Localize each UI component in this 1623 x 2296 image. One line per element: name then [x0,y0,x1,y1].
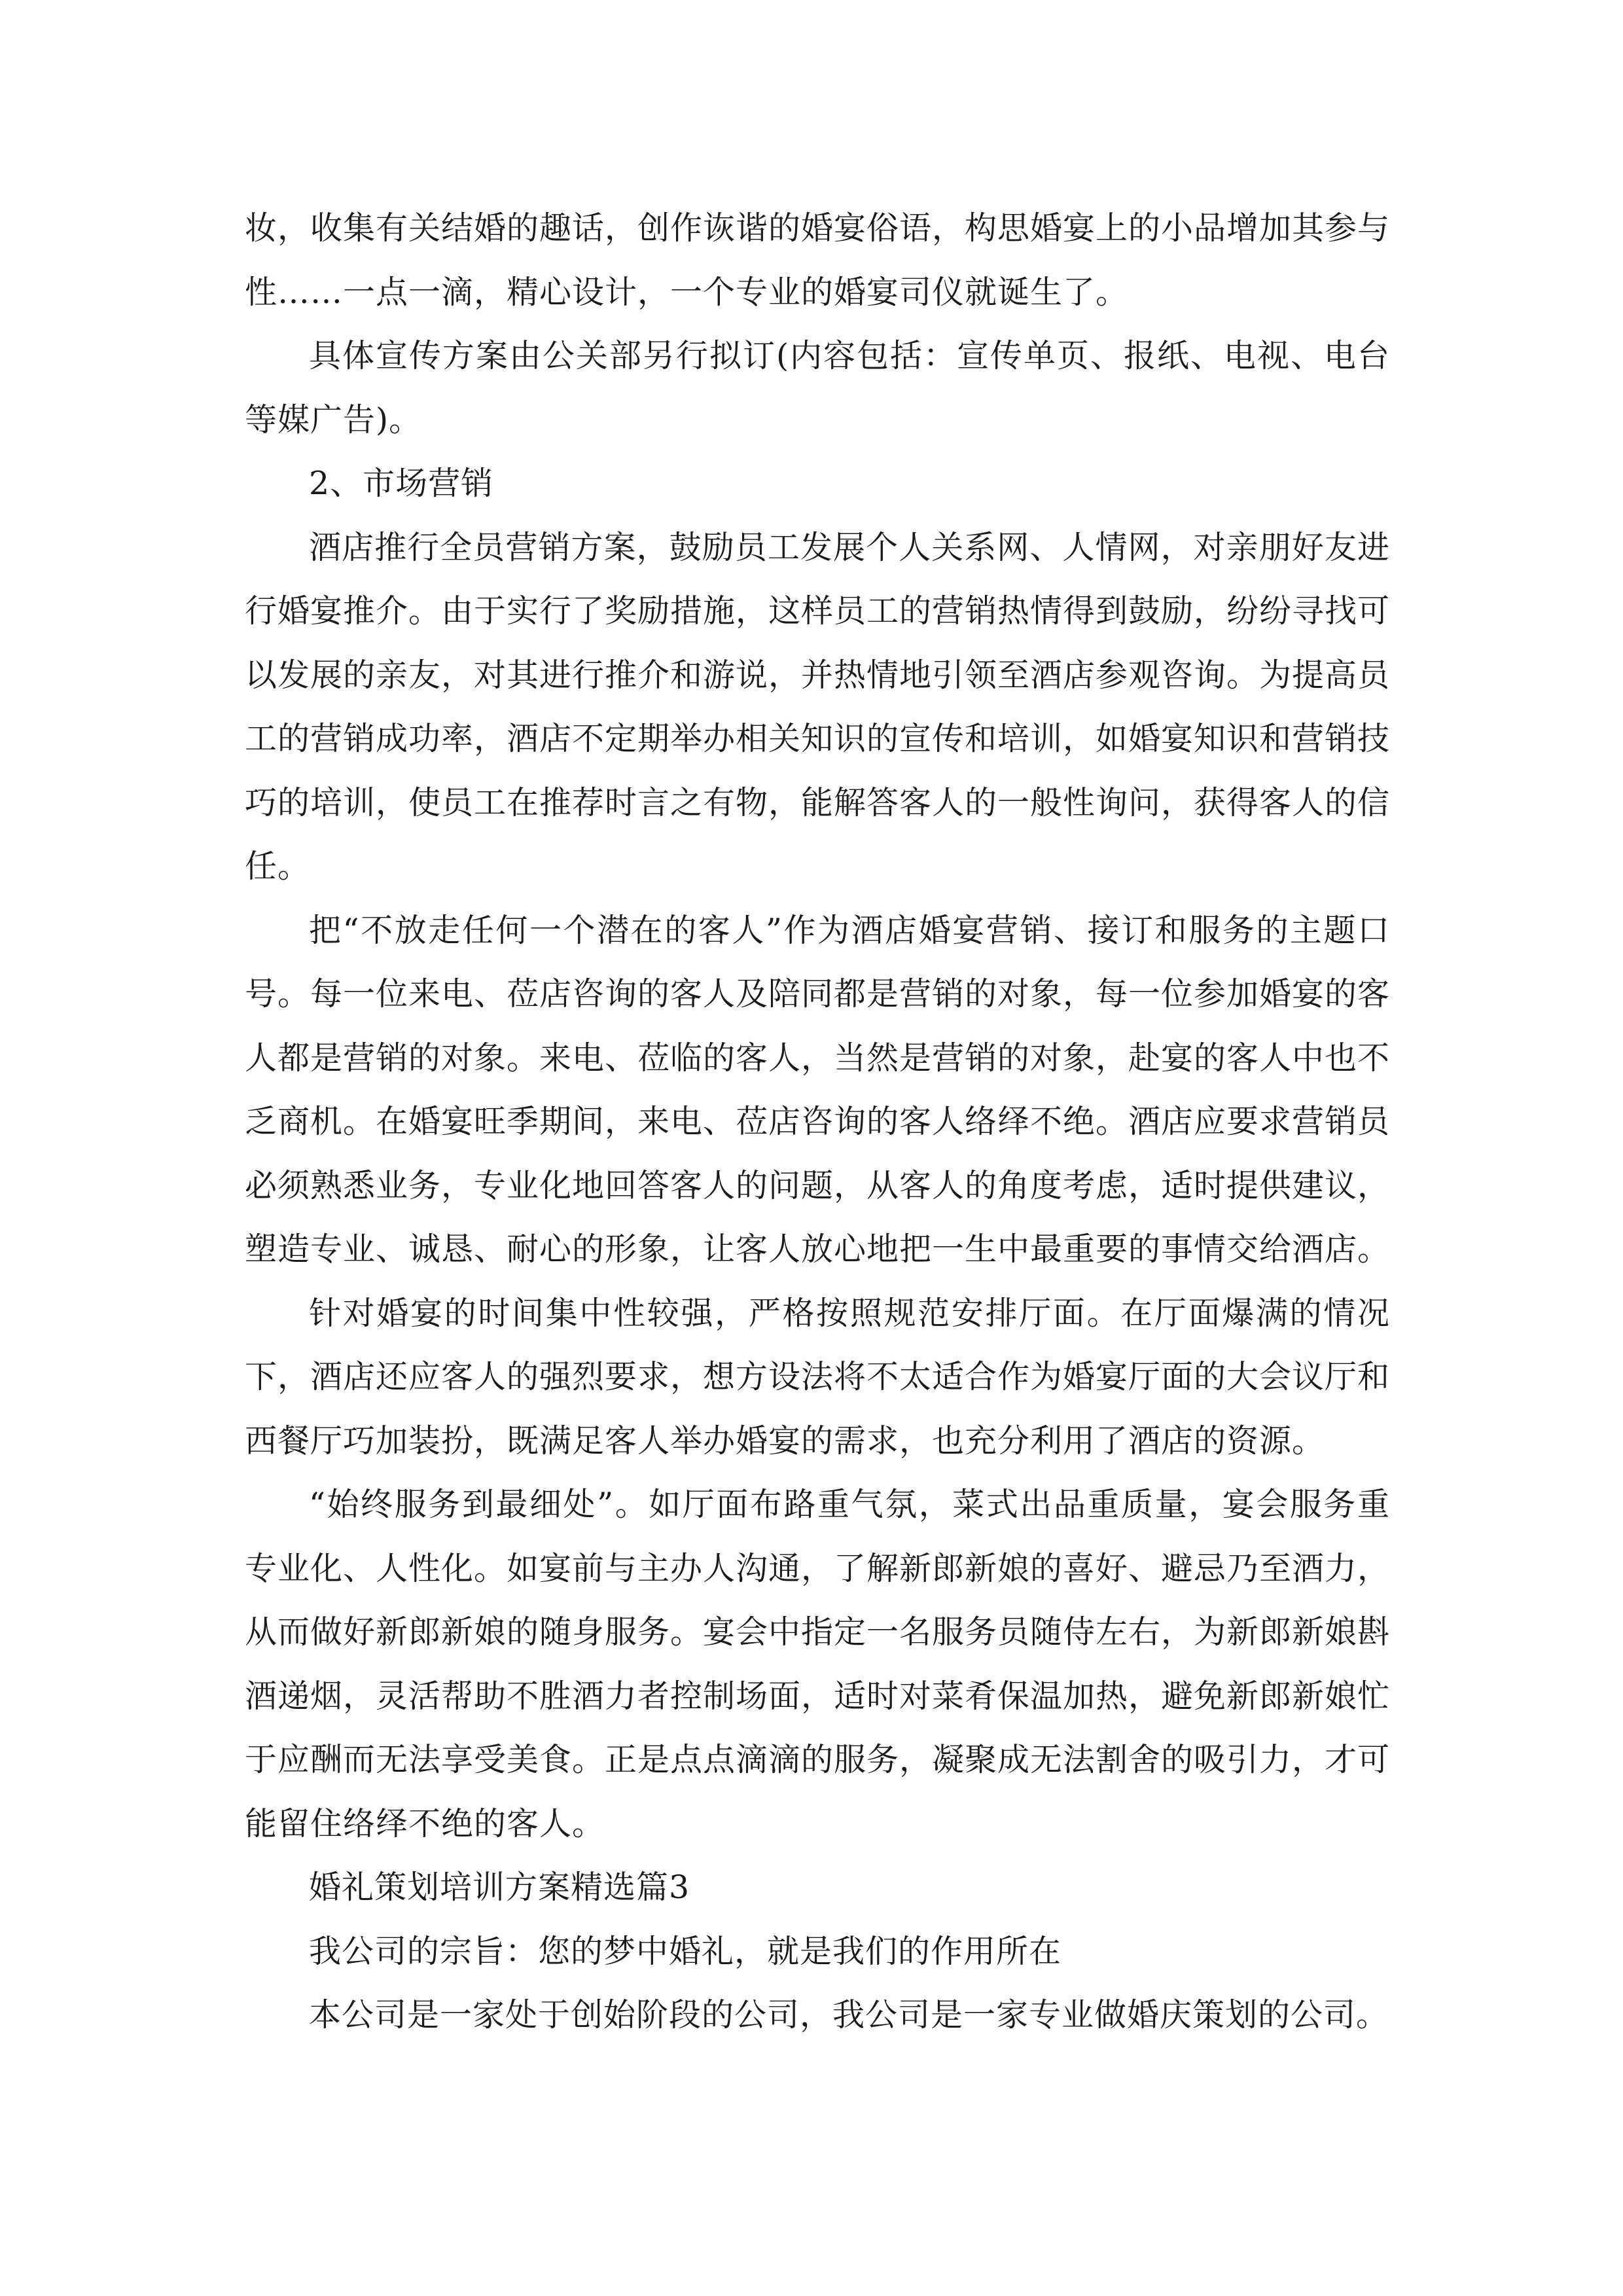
document-body [245,196,1390,2047]
paragraph-company-mission: 我公司的宗旨：您的梦中婚礼，就是我们的作用所在 [309,1932,1062,1970]
paragraph-slogan: 把“不放走任何一个潜在的客人”作为酒店婚宴营销、接订和服务的主题口号。每一位来电、莅店咨询的客人及陪同都是营销的对象，每一位参加婚宴的客人都是营销的对象。来电、莅临的客人，当然是营销的对象，赴宴的客人中也不乏商机。在婚宴旺季期间，来电、莅店咨询的客人络绎不绝。酒店应要求营销员必须熟悉业务，专业化地回答客人的问题，从客人的角度考虑，适时提供建议，塑造专业、诚恳、耐心的形象，让客人放心地把一生中最重要的事情交给酒店。 [245,911,1391,1268]
paragraph-publicity-plan: 具体宣传方案由公关部另行拟订(内容包括：宣传单页、报纸、电视、电台等媒广告)。 [245,337,1390,439]
paragraph-staff-marketing: 酒店推行全员营销方案，鼓励员工发展个人关系网、人情网，对亲朋好友进行婚宴推介。由于实行了奖励措施，这样员工的营销热情得到鼓励，纷纷寻找可以发展的亲友，对其进行推介和游说，并热情地引领至酒店参观咨询。为提高员工的营销成功率，酒店不定期举办相关知识的宣传和培训，如婚宴知识和营销技巧的培训，使员工在推荐时言之有物，能解答客人的一般性询问，获得客人的信任。 [245,528,1391,885]
paragraph-continuation: 妆，收集有关结婚的趣话，创作诙谐的婚宴俗语，构思婚宴上的小品增加其参与性……一点一滴，精心设计，一个专业的婚宴司仪就诞生了。 [245,209,1391,311]
paragraph-detail-service: “始终服务到最细处”。如厅面布路重气氛，菜式出品重质量，宴会服务重专业化、人性化。如宴前与主办人沟通，了解新郎新娘的喜好、避忌乃至酒力，从而做好新郎新娘的随身服务。宴会中指定一名服务员随侍左右，为新郎新娘斟酒递烟，灵活帮助不胜酒力者控制场面，适时对菜肴保温加热，避免新郎新娘忙于应酬而无法享受美食。正是点点滴滴的服务，凝聚成无法割舍的吸引力，才可能留住络绎不绝的客人。 [245,1486,1391,1842]
paragraph-hall-arrangement: 针对婚宴的时间集中性较强，严格按照规范安排厅面。在厅面爆满的情况下，酒店还应客人的强烈要求，想方设法将不太适合作为婚宴厅面的大会议厅和西餐厅巧加装扮，既满足客人举办婚宴的需求，也充分利用了酒店的资源。 [245,1294,1391,1460]
section-heading-marketing: 2、市场营销 [309,465,494,502]
paragraph-company-intro: 本公司是一家处于创始阶段的公司，我公司是一家专业做婚庆策划的公司。 [309,1996,1389,2034]
section-heading-part-3: 婚礼策划培训方案精选篇3 [309,1869,690,1906]
